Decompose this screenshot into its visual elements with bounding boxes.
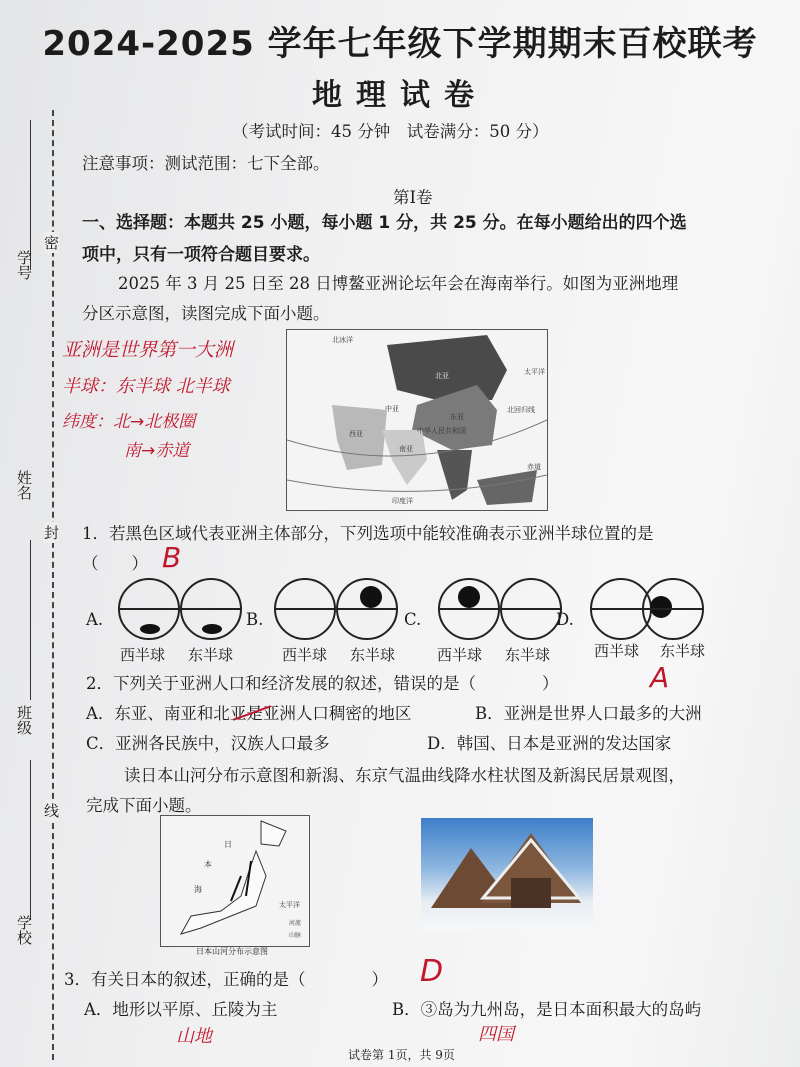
hemisphere-east-d (642, 578, 704, 640)
map-label: 太平洋 (524, 368, 545, 376)
east-label: 东半球 (350, 646, 396, 664)
map-label: 赤道 (527, 463, 541, 471)
hemisphere-east-b (336, 578, 398, 640)
field-school: 学校 (15, 915, 33, 945)
map-label: 太平洋 (279, 901, 300, 909)
option-d[interactable]: D．韩国、日本是亚洲的发达国家 (427, 734, 672, 753)
west-label: 西半球 (594, 642, 640, 660)
answer-paren: （ ） (82, 554, 148, 573)
handwritten-answer: B (162, 541, 182, 574)
map-label: 海 (194, 885, 202, 894)
field-line (30, 760, 31, 920)
asia-region-map (286, 329, 548, 511)
seal-feng: 封 (44, 524, 60, 542)
field-student-id: 学号 (15, 250, 33, 280)
map-label: 北冰洋 (332, 336, 353, 344)
option-label[interactable]: C. (404, 610, 422, 629)
question-1-text: 1．若黑色区域代表亚洲主体部分，下列选项中能较准确表示亚洲半球位置的是 (82, 524, 654, 543)
hemisphere-east-c (500, 578, 562, 640)
east-label: 东半球 (505, 646, 551, 664)
handwritten-note: 山地 (176, 1026, 212, 1047)
map-label: 本 (204, 860, 212, 869)
west-label: 西半球 (437, 646, 483, 664)
passage-text: 完成下面小题。 (86, 796, 202, 815)
field-line (30, 120, 31, 270)
option-a[interactable]: A．地形以平原、丘陵为主 (84, 1000, 278, 1019)
exam-subject: 地理试卷 (312, 78, 488, 113)
option-label[interactable]: D. (556, 610, 574, 629)
section-heading: 项中，只有一项符合题目要求。 (82, 245, 320, 265)
handwritten-note: 半球：东半球 北半球 (62, 376, 230, 397)
field-class: 班级 (15, 705, 33, 735)
map-label: 西亚 (349, 430, 363, 438)
option-label[interactable]: A. (86, 610, 104, 629)
japan-map-shapes (161, 816, 309, 946)
option-b[interactable]: B．亚洲是世界人口最多的大洲 (475, 704, 702, 723)
west-label: 西半球 (120, 646, 166, 664)
hemisphere-east-a (180, 578, 242, 640)
hemisphere-west-c (438, 578, 500, 640)
legend-river: 河流 (289, 920, 302, 927)
handwritten-note: 纬度：北→北极圈 (62, 412, 196, 432)
section-heading: 一、选择题：本题共 25 小题，每小题 1 分，共 25 分。在每小题给出的四个选 (82, 213, 687, 233)
legend-mountain: 山脉 (289, 932, 302, 939)
map-label: 东亚 (450, 413, 464, 421)
east-label: 东半球 (660, 642, 706, 660)
east-label: 东半球 (188, 646, 234, 664)
thatched-house-illustration (421, 818, 593, 931)
map-label: 印度洋 (392, 497, 413, 505)
option-label[interactable]: B. (246, 610, 264, 629)
field-name: 姓名 (15, 470, 33, 500)
map-label: 北回归线 (507, 406, 535, 414)
intro-text: 分区示意图，读图完成下面小题。 (82, 304, 330, 323)
handwritten-answer: D (420, 954, 444, 989)
option-b[interactable]: B．③岛为九州岛，是日本面积最大的岛屿 (392, 1000, 702, 1019)
hemisphere-west-b (274, 578, 336, 640)
handwritten-note: 南→赤道 (124, 441, 190, 461)
passage-text: 读日本山河分布示意图和新潟、东京气温曲线降水柱状图及新潟民居景观图， (124, 766, 685, 785)
option-c[interactable]: C．亚洲各民族中，汉族人口最多 (86, 734, 330, 753)
field-line (30, 540, 31, 700)
japan-river-map (160, 815, 310, 947)
notice: 注意事项：测试范围：七下全部。 (82, 154, 330, 173)
west-label: 西半球 (282, 646, 328, 664)
seal-mi: 密 (44, 234, 60, 252)
handwritten-note: 亚洲是世界第一大洲 (62, 339, 234, 361)
map-label: 日 (224, 840, 232, 849)
option-a[interactable]: A．东亚、南亚和北亚是亚洲人口稠密的地区 (86, 704, 412, 723)
seal-xian: 线 (44, 802, 60, 820)
volume-label: 第I卷 (393, 188, 433, 207)
map-label: 北亚 (435, 372, 449, 380)
japan-map-caption: 日本山河分布示意图 (196, 947, 268, 956)
map-label: 东南亚 (462, 492, 483, 500)
question-2-text: 2．下列关于亚洲人口和经济发展的叙述，错误的是（ ） (86, 674, 559, 693)
handwritten-answer: A (650, 661, 670, 694)
niigata-house-photo (421, 818, 593, 931)
map-label: 中华人民共和国 (417, 427, 466, 435)
hemisphere-west-a (118, 578, 180, 640)
question-3-text: 3．有关日本的叙述，正确的是（ ） (64, 970, 388, 989)
exam-title: 2024-2025 学年七年级下学期期末百校联考 (42, 24, 758, 64)
map-label: 南亚 (399, 445, 413, 453)
handwritten-note: 四国 (478, 1024, 514, 1045)
page-footer: 试卷第 1页，共 9页 (348, 1048, 455, 1062)
exam-info: （考试时间：45 分钟 试卷满分：50 分） (232, 122, 549, 141)
intro-text: 2025 年 3 月 25 日至 28 日博鳌亚洲论坛年会在海南举行。如图为亚洲地理 (118, 274, 679, 293)
asia-map-shapes (287, 330, 547, 510)
map-label: 中亚 (385, 405, 399, 413)
